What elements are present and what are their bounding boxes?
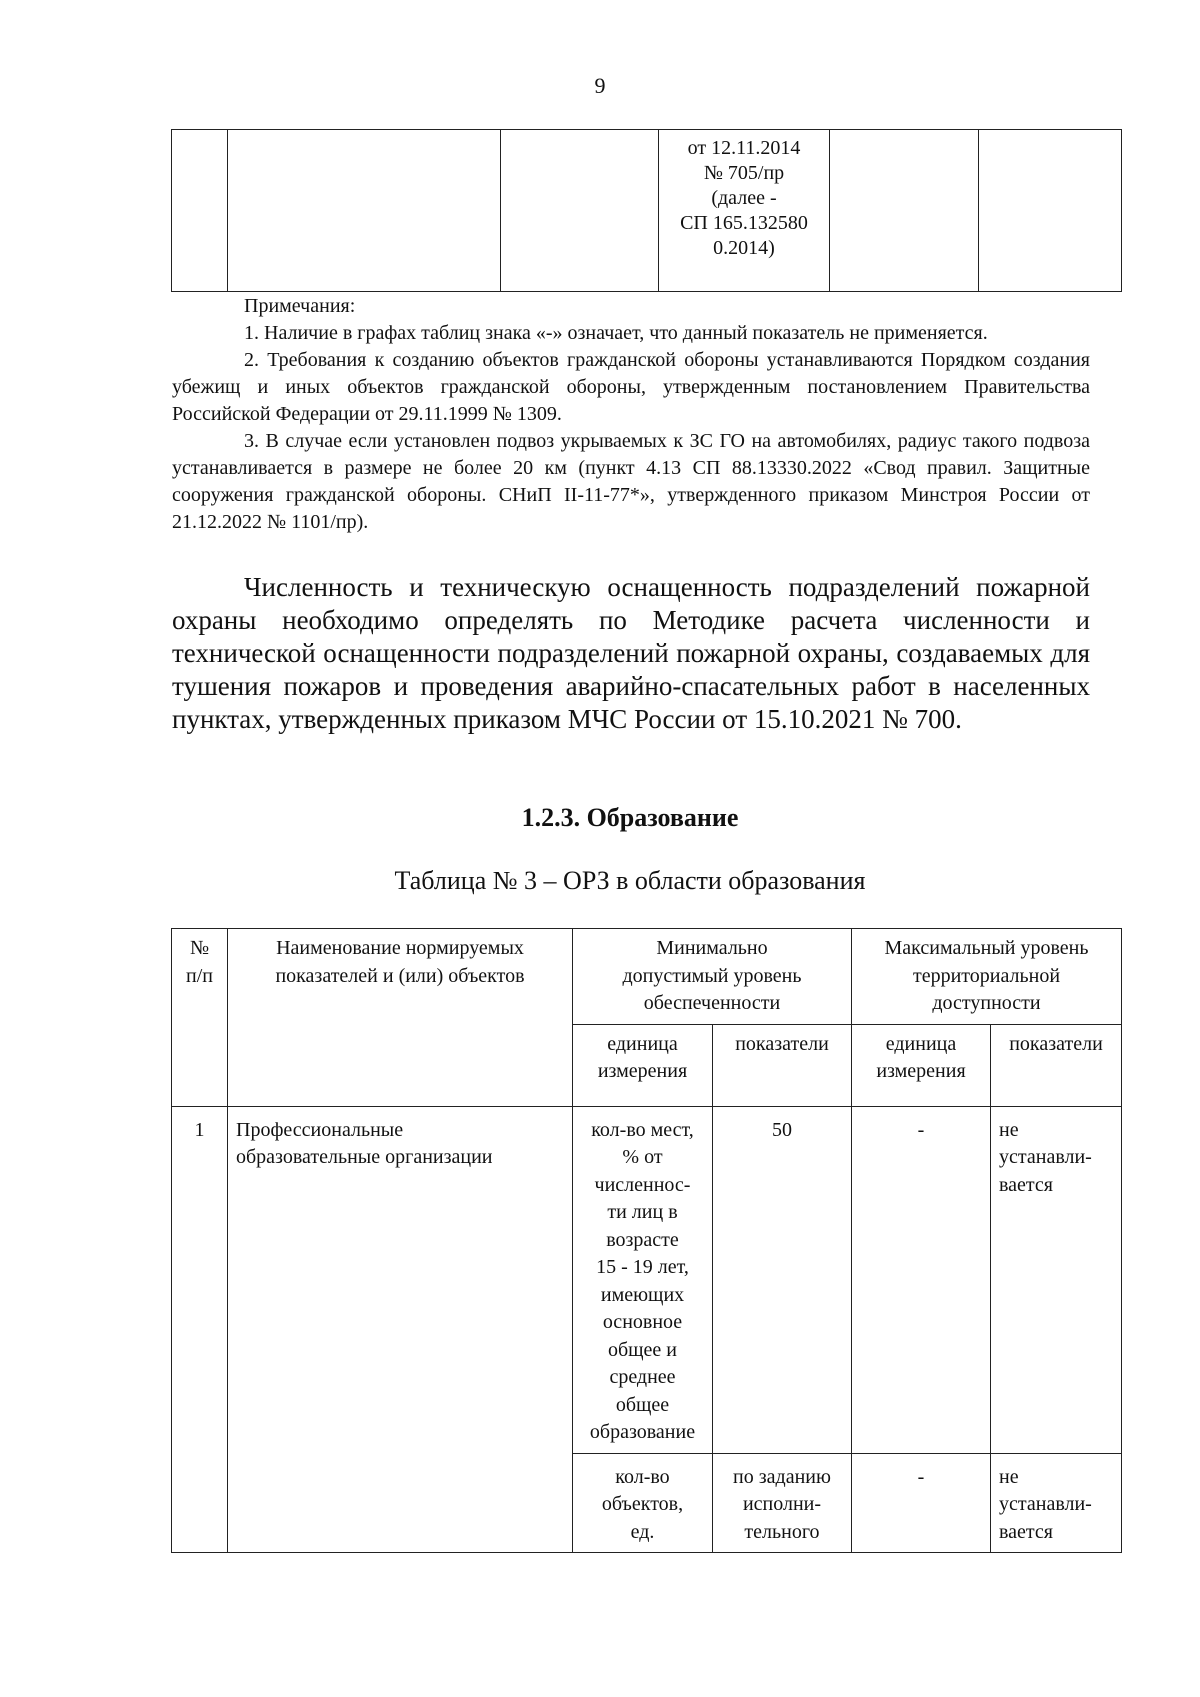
table-header-row [172, 929, 1122, 1025]
reference-line: СП 165.132580 [680, 212, 808, 234]
row-num: 1 [172, 1106, 228, 1553]
header-num: № п/п [172, 929, 228, 1107]
continuation-table [171, 129, 1122, 292]
note-item: 3. В случае если установлен подвоз укрываемых к ЗС ГО на автомобилях, радиус такого подвоза устанавливается в размере не более 20 км (пункт 4.13 СП 88.13330.2022 «Свод правил. Защитные сооружения гражданской обороны. СНиП II-11-77*», утвержденного приказом Минстроя России от 21.12.2022 № 1101/пр). [172, 430, 1090, 533]
row-unit: кол-во мест, % от численнос- ти лиц в возрасте 15 - 19 лет, имеющих основное общее и среднее общее образование [573, 1106, 713, 1453]
reference-line: (далее - [711, 187, 777, 209]
body-paragraph: Численность и техническую оснащенность подразделений пожарной охраны необходимо определять по Методике расчета численности и технической оснащенности подразделений пожарной охраны, создаваемых для тушения пожаров и проведения аварийно-спасательных работ в населенных пунктах, утвержденных приказом МЧС России от 15.10.2021 № 700. [172, 572, 1090, 734]
header-min-level: Минимально допустимый уровень обеспеченности [573, 929, 852, 1025]
row-indicator-2: не устанавли- вается [991, 1453, 1122, 1553]
table-cell [501, 130, 659, 292]
table-row [172, 1106, 1122, 1453]
reference-cell [659, 130, 830, 292]
table-cell [830, 130, 979, 292]
notes-block [172, 293, 1090, 536]
row-name: Профессиональные образовательные организации [228, 1106, 573, 1553]
reference-line: от 12.11.2014 [687, 137, 801, 159]
row-indicator-2: не устанавли- вается [991, 1106, 1122, 1453]
table-cell [979, 130, 1122, 292]
row-unit-2: - [852, 1106, 991, 1453]
header-max-level: Максимальный уровень территориальной доступности [852, 929, 1122, 1025]
page-number: 9 [594, 73, 606, 98]
row-indicator: 50 [713, 1106, 852, 1453]
header-indicators: показатели [713, 1024, 852, 1106]
table-caption: Таблица № 3 – ОРЗ в области образования [394, 866, 866, 895]
row-indicator: по заданию исполни- тельного [713, 1453, 852, 1553]
note-item: 2. Требования к созданию объектов гражданской обороны устанавливаются Порядком создания убежищ и иных объектов гражданской обороны, утвержденным постановлением Правительства Российской Федерации от 29.11.1999 № 1309. [172, 349, 1090, 425]
table-cell [228, 130, 501, 292]
reference-line: № 705/пр [703, 162, 785, 184]
note-item: 1. Наличие в графах таблиц знака «-» означает, что данный показатель не применяется. [244, 322, 988, 344]
row-unit-2: - [852, 1453, 991, 1553]
education-table [171, 928, 1122, 1553]
row-unit: кол-во объектов, ед. [573, 1453, 713, 1553]
header-unit-2: единица измерения [852, 1024, 991, 1106]
header-indicators-2: показатели [991, 1024, 1122, 1106]
notes-title: Примечания: [244, 295, 356, 317]
reference-line: 0.2014) [713, 237, 775, 259]
section-heading: 1.2.3. Образование [521, 803, 739, 832]
table-row [172, 130, 1122, 292]
header-unit: единица измерения [573, 1024, 713, 1106]
table-cell [172, 130, 228, 292]
header-name: Наименование нормируемых показателей и (или) объектов [228, 929, 573, 1107]
